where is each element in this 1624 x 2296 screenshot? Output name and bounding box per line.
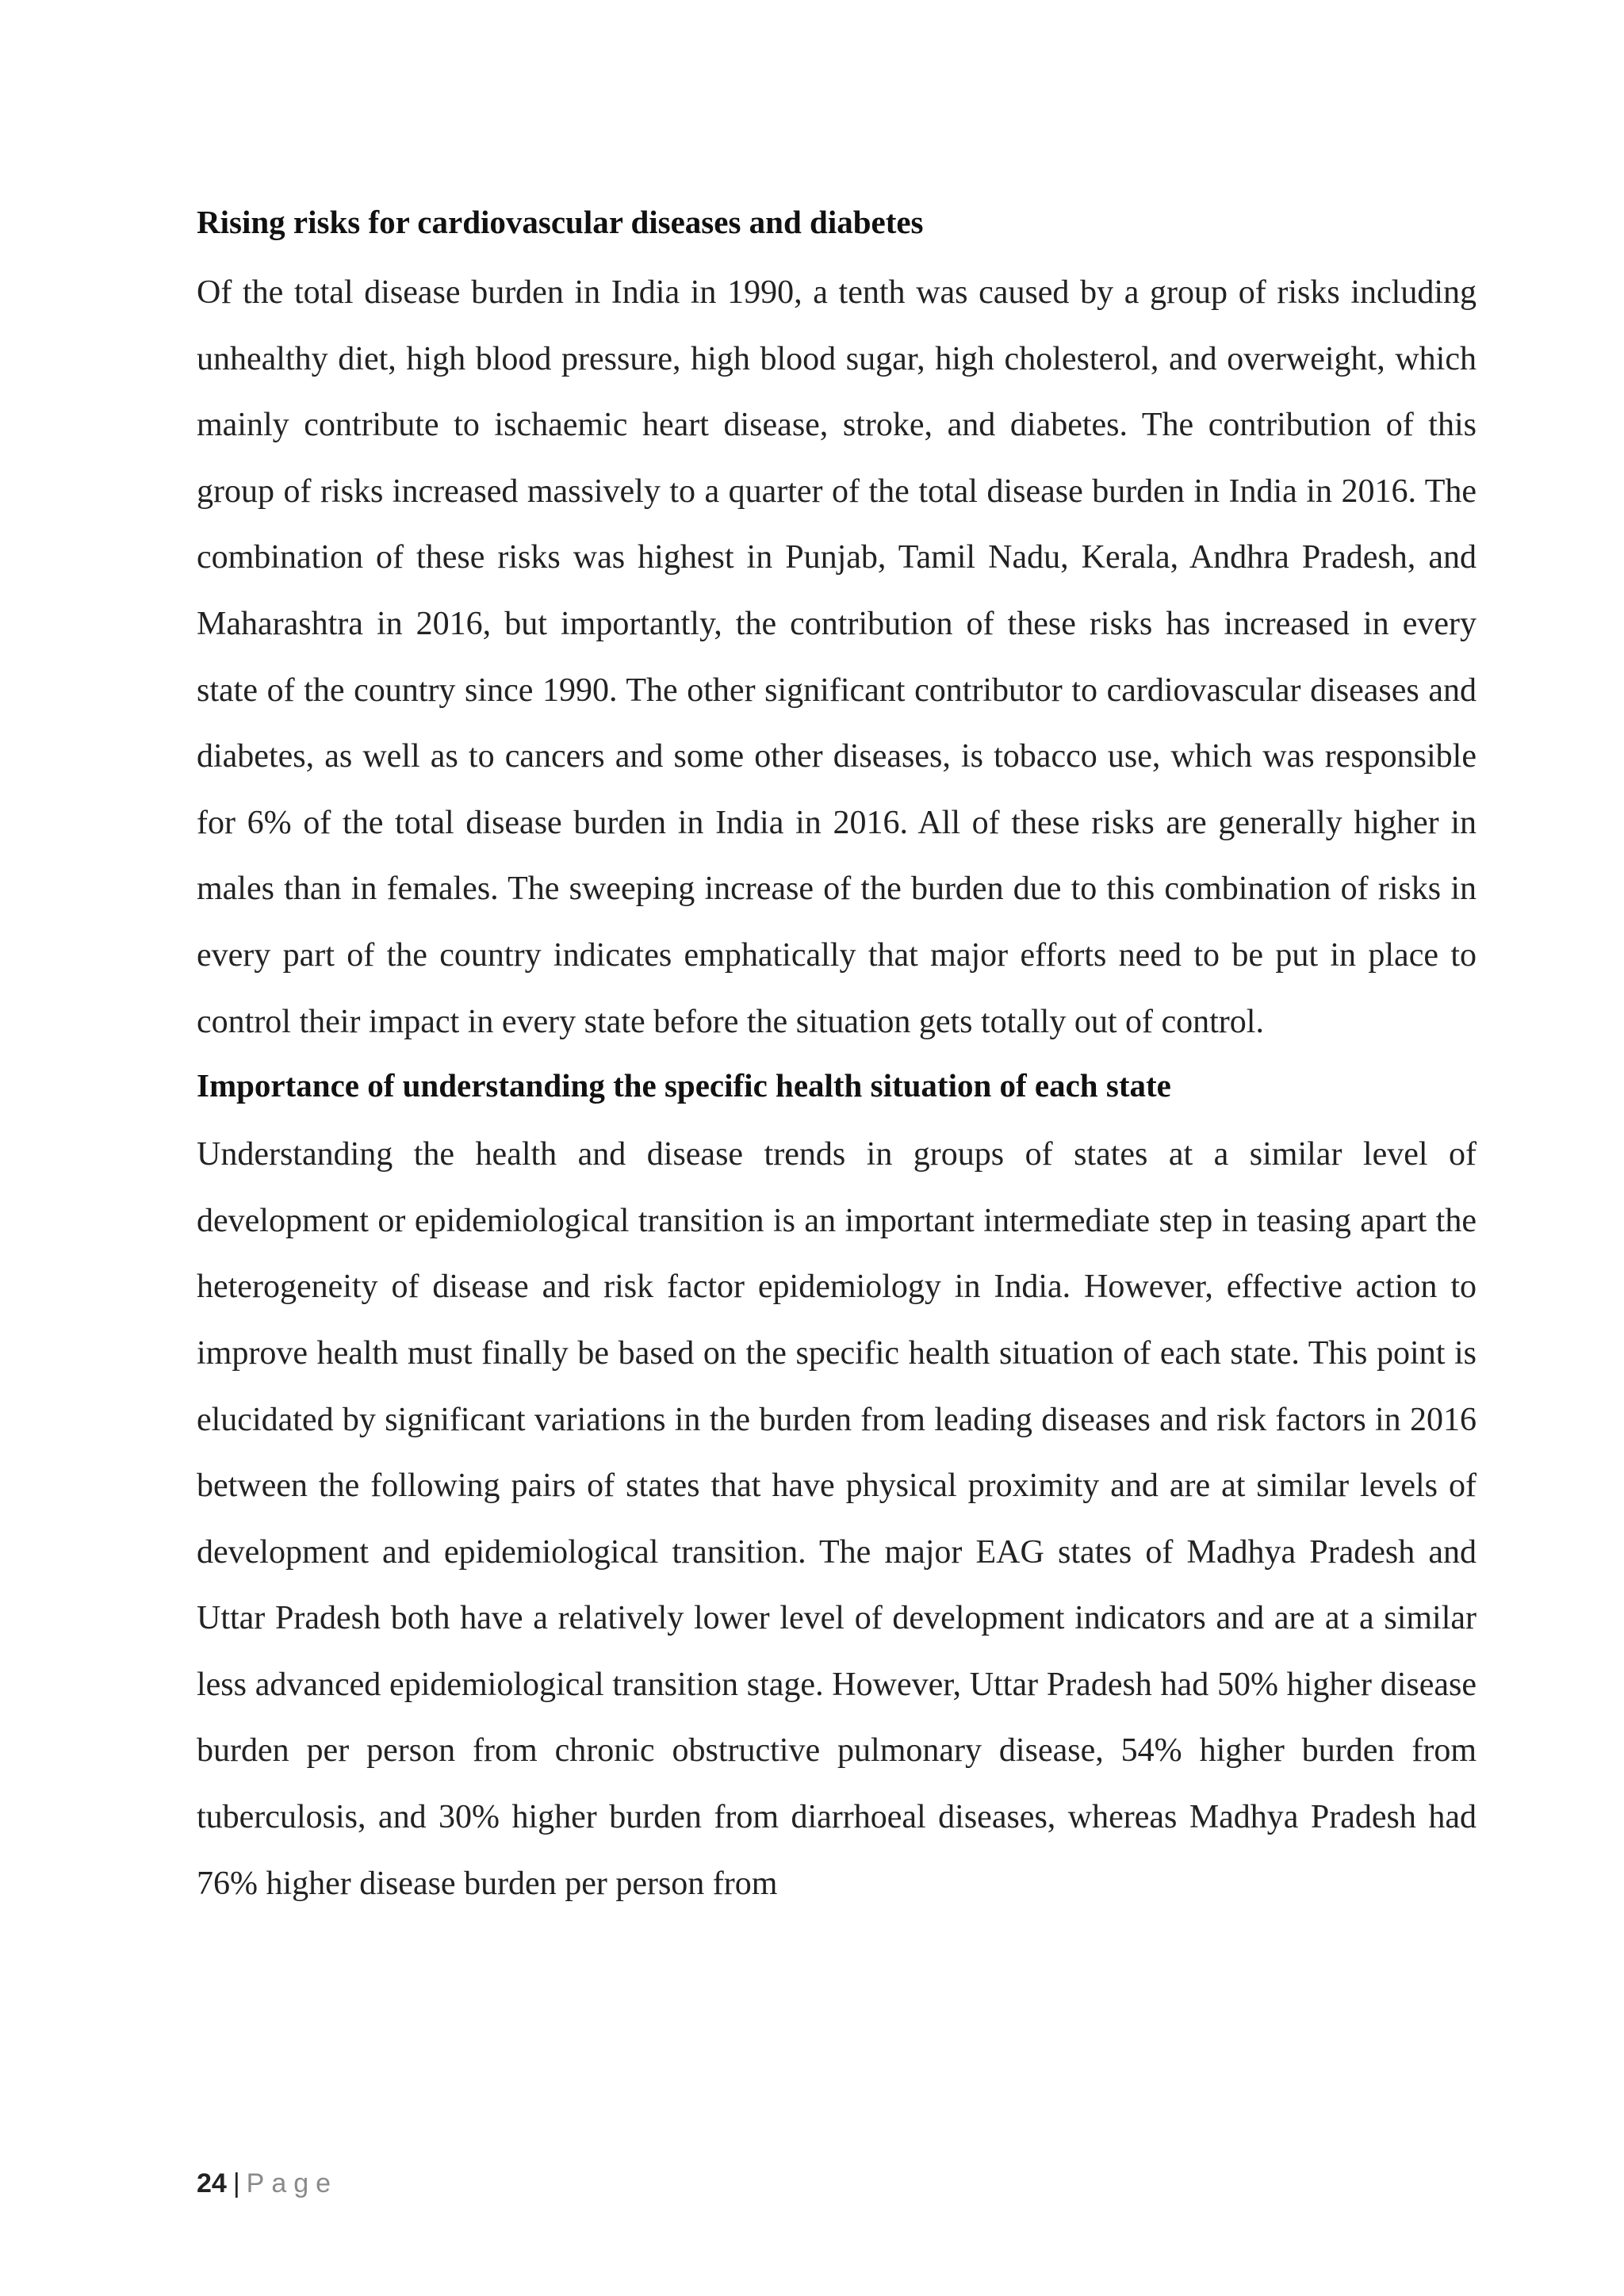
paragraph-state-health-situation: Understanding the health and disease trends in groups of states at a similar level of development or epidemiological transition is an important intermediate step in teasing apart the heterogeneity of disease and risk factor epidemiology in India. However, effective action to improve health must finally be based on the specific health situation of each state. This point is elucidated by significant variations in the burden from leading diseases and risk factors in 2016 between the following pairs of states that have physical proximity and are at similar levels of development and epidemiological transition. The major EAG states of Madhya Pradesh and Uttar Pradesh both have a relatively lower level of development indicators and are at a similar less advanced epidemiological transition stage. However, Uttar Pradesh had 50% higher disease burden per person from chronic obstructive pulmonary disease, 54% higher burden from tuberculosis, and 30% higher burden from diarrhoeal diseases, whereas Madhya Pradesh had 76% higher disease burden per person from (197, 1136, 1477, 1902)
footer-separator: | (232, 2168, 240, 2198)
paragraph-cardiovascular-risks: Of the total disease burden in India in 1990, a tenth was caused by a group of risks including unhealthy diet, high blood pressure, high blood sugar, high cholesterol, and overweight, which mainly contribute to ischaemic heart disease, stroke, and diabetes. The contribution of this group of risks increased massively to a quarter of the total disease burden in India in 2016. The combination of these risks was highest in Punjab, Tamil Nadu, Kerala, Andhra Pradesh, and Maharashtra in 2016, but importantly, the contribution of these risks has increased in every state of the country since 1990. The other significant contributor to cardiovascular diseases and diabetes, as well as to cancers and some other diseases, is tobacco use, which was responsible for 6% of the total disease burden in India in 2016. All of these risks are generally higher in males than in females. The sweeping increase of the burden due to this combination of risks in every part of the country indicates emphatically that major efforts need to be put in place to control their impact in every state before the situation gets totally out of control. (197, 274, 1477, 1040)
page-content (197, 200, 1477, 1917)
section-heading-cardiovascular-risks: Rising risks for cardiovascular diseases and diabetes (197, 204, 924, 240)
page-footer (197, 2168, 338, 2199)
page-label: Page (246, 2168, 339, 2198)
section-heading-state-health-situation: Importance of understanding the specific health situation of each state (197, 1067, 1171, 1104)
page-number: 24 (197, 2168, 227, 2198)
